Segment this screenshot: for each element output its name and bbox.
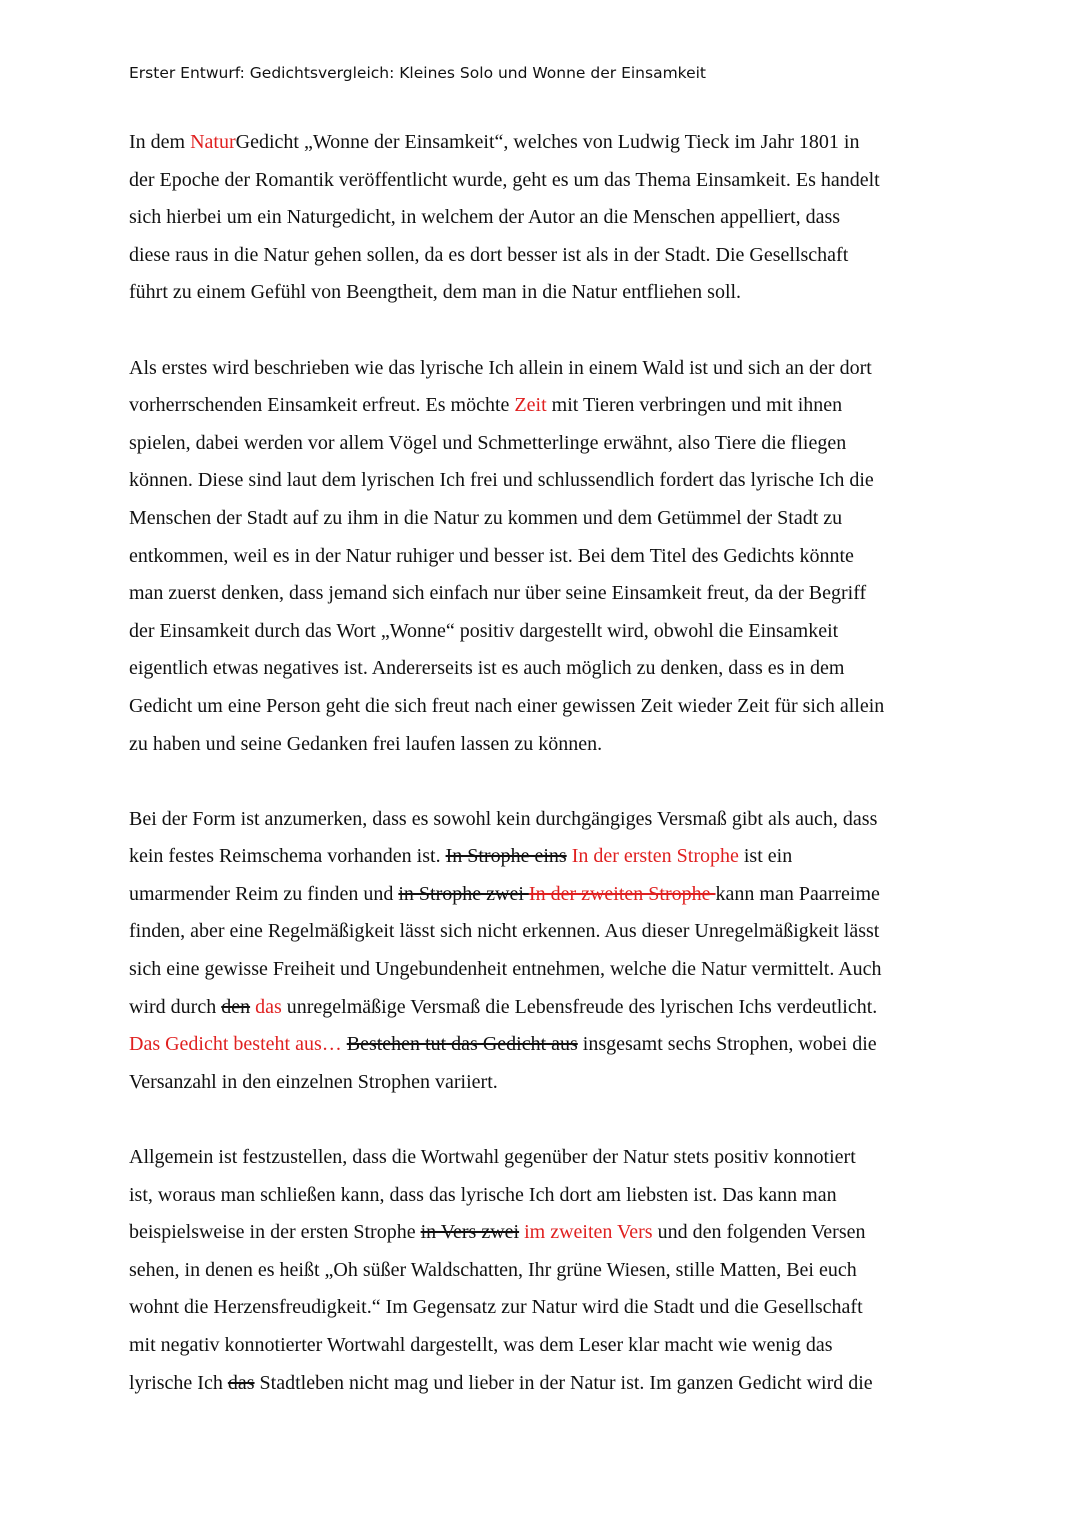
text-line <box>129 1139 959 1177</box>
text-run: unregelmäßige Versmaß die Lebensfreude des lyrischen Ichs verdeutlicht. <box>281 995 878 1018</box>
text-run: eigentlich etwas negatives ist. Andererseits ist es auch möglich zu denken, dass es in dem <box>129 657 845 680</box>
text-line <box>129 1026 959 1064</box>
inserted-text: im zweiten Vers <box>524 1221 653 1244</box>
inserted-text: Zeit <box>514 394 547 417</box>
text-run: der Epoche der Romantik veröffentlicht wurde, geht es um das Thema Einsamkeit. Es handelt <box>129 168 880 191</box>
text-run: lyrische Ich <box>129 1371 228 1394</box>
text-line <box>129 500 959 538</box>
text-line <box>129 199 959 237</box>
text-run: umarmender Reim zu finden und <box>129 882 399 905</box>
deleted-text: das <box>227 1371 255 1394</box>
deleted-text: den <box>221 995 251 1018</box>
text-run: vorherrschenden Einsamkeit erfreut. Es möchte <box>129 394 515 417</box>
document-body <box>129 124 959 1440</box>
text-line <box>129 913 959 951</box>
text-line <box>129 274 959 312</box>
deleted-text: in Vers zwei <box>420 1221 520 1244</box>
inserted-text: Das Gedicht besteht aus… <box>129 1033 342 1056</box>
text-run: Stadtleben nicht mag und lieber in der Natur ist. Im ganzen Gedicht wird die <box>254 1371 873 1394</box>
text-line <box>129 613 959 651</box>
text-line <box>129 989 959 1027</box>
inserted-text: In der ersten Strophe <box>571 845 739 868</box>
paragraph <box>129 801 959 1102</box>
text-line <box>129 425 959 463</box>
paragraph <box>129 1139 959 1402</box>
text-run: man zuerst denken, dass jemand sich einfach nur über seine Einsamkeit freut, da der Begriff <box>129 582 867 605</box>
text-run: mit Tieren verbringen und mit ihnen <box>546 394 843 417</box>
text-run: führt zu einem Gefühl von Beengtheit, dem man in die Natur entfliehen soll. <box>129 281 742 304</box>
text-line <box>129 688 959 726</box>
text-run: entkommen, weil es in der Natur ruhiger und besser ist. Bei dem Titel des Gedichts könnte <box>129 544 854 567</box>
text-line <box>129 951 959 989</box>
text-run: Als erstes wird beschrieben wie das lyrische Ich allein in einem Wald ist und sich an der dort <box>129 356 872 379</box>
paragraph <box>129 350 959 764</box>
text-run: beispielsweise in der ersten Strophe <box>129 1221 421 1244</box>
text-line <box>129 1177 959 1215</box>
text-line <box>129 162 959 200</box>
text-run: können. Diese sind laut dem lyrischen Ich frei und schlussendlich fordert das lyrische Ich die <box>129 469 874 492</box>
text-run: der Einsamkeit durch das Wort „Wonne“ positiv dargestellt wird, obwohl die Einsamkeit <box>129 619 839 642</box>
text-line <box>129 1214 959 1252</box>
text-run: spielen, dabei werden vor allem Vögel und Schmetterlinge erwähnt, also Tiere die fliegen <box>129 431 847 454</box>
text-run: sich eine gewisse Freiheit und Ungebundenheit entnehmen, welche die Natur vermittelt. Auch <box>129 958 882 981</box>
text-run: Versanzahl in den einzelnen Strophen variiert. <box>129 1070 498 1093</box>
text-run: Allgemein ist festzustellen, dass die Wortwahl gegenüber der Natur stets positiv konnotiert <box>129 1146 856 1169</box>
text-run: Bei der Form ist anzumerken, dass es sowohl kein durchgängiges Versmaß gibt als auch, dass <box>129 807 878 830</box>
text-run: Menschen der Stadt auf zu ihm in die Natur zu kommen und dem Getümmel der Stadt zu <box>129 506 843 529</box>
text-run: Gedicht „Wonne der Einsamkeit“, welches von Ludwig Tieck im Jahr 1801 in <box>235 131 860 153</box>
text-line <box>129 1289 959 1327</box>
text-run: sehen, in denen es heißt „Oh süßer Waldschatten, Ihr grüne Wiesen, stille Matten, Bei euch <box>129 1258 857 1281</box>
text-run: finden, aber eine Regelmäßigkeit lässt sich nicht erkennen. Aus dieser Unregelmäßigkeit lässt <box>129 920 880 943</box>
text-run: kein festes Reimschema vorhanden ist. <box>129 845 446 868</box>
text-line <box>129 124 959 162</box>
text-run: wohnt die Herzensfreudigkeit.“ Im Gegensatz zur Natur wird die Stadt und die Gesellschaft <box>129 1296 863 1319</box>
inserted-deleted-text: In der zweiten Strophe <box>528 882 716 905</box>
text-line <box>129 1365 959 1403</box>
text-line <box>129 1252 959 1290</box>
text-line <box>129 838 959 876</box>
text-run: kann man Paarreime <box>715 882 880 905</box>
deleted-text: Bestehen tut das Gedicht aus <box>346 1033 578 1056</box>
text-run: ist ein <box>738 845 793 868</box>
text-line <box>129 1327 959 1365</box>
text-line <box>129 1064 959 1102</box>
text-run: und den folgenden Versen <box>652 1221 866 1244</box>
text-line <box>129 237 959 275</box>
inserted-text: das <box>255 995 282 1018</box>
document-header: Erster Entwurf: Gedichtsvergleich: Kleines Solo und Wonne der Einsamkeit <box>129 64 707 82</box>
text-line <box>129 538 959 576</box>
text-line <box>129 876 959 914</box>
text-run: wird durch <box>129 995 222 1018</box>
text-line <box>129 350 959 388</box>
inserted-text: Natur <box>190 131 236 153</box>
text-line <box>129 726 959 764</box>
text-line <box>129 462 959 500</box>
text-line <box>129 387 959 425</box>
text-run: diese raus in die Natur gehen sollen, da es dort besser ist als in der Stadt. Die Gesellschaft <box>129 243 849 266</box>
deleted-text: In Strophe eins <box>445 845 567 868</box>
text-line <box>129 801 959 839</box>
text-run: insgesamt sechs Strophen, wobei die <box>577 1033 877 1056</box>
text-run: ist, woraus man schließen kann, dass das lyrische Ich dort am liebsten ist. Das kann man <box>129 1183 837 1206</box>
text-run: sich hierbei um ein Naturgedicht, in welchem der Autor an die Menschen appelliert, dass <box>129 206 841 229</box>
text-run: mit negativ konnotierter Wortwahl dargestellt, was dem Leser klar macht wie wenig das <box>129 1334 833 1356</box>
text-line <box>129 650 959 688</box>
deleted-text: in Strophe zwei <box>398 882 529 905</box>
text-line <box>129 575 959 613</box>
text-run: zu haben und seine Gedanken frei laufen lassen zu können. <box>129 732 603 755</box>
text-run: In dem <box>129 131 191 153</box>
text-run: Gedicht um eine Person geht die sich freut nach einer gewissen Zeit wieder Zeit für sich allein <box>129 694 885 717</box>
paragraph <box>129 124 959 312</box>
